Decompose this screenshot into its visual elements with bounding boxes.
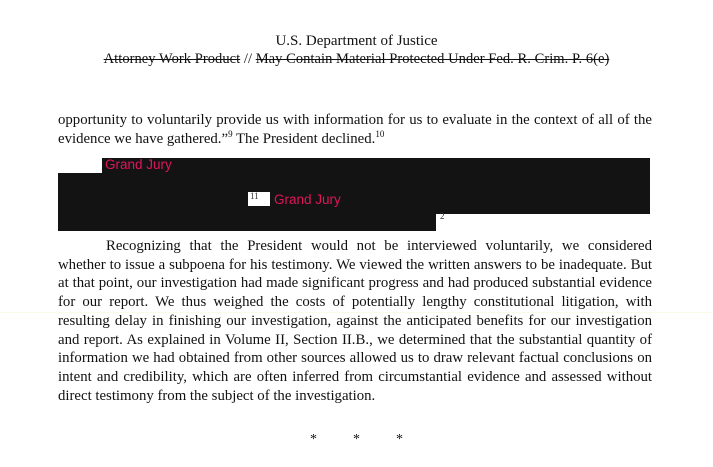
paragraph-1-text-b: The President declined. xyxy=(232,131,376,147)
footnote-ref-11: 11 xyxy=(250,191,259,201)
footnote-ref-12: 2 xyxy=(440,211,445,221)
header-marking xyxy=(0,51,713,68)
header-agency: U.S. Department of Justice xyxy=(275,33,438,49)
redaction-block-tail xyxy=(58,212,436,231)
marking-work-product: Attorney Work Product xyxy=(103,51,241,67)
scan-artifact-line xyxy=(0,312,713,313)
footnote-ref-9: 9 xyxy=(228,129,233,140)
section-break xyxy=(0,432,713,448)
marking-grand-jury: May Contain Material Protected Under Fed. R. Crim. P. 6(e) xyxy=(255,51,610,67)
section-break-star: * xyxy=(310,432,317,447)
footnote-ref-10: 10 xyxy=(375,129,385,140)
marking-separator: // xyxy=(240,51,256,67)
section-break-star: * xyxy=(353,432,360,447)
paragraph-1 xyxy=(58,111,652,149)
redaction-gap xyxy=(58,157,102,173)
redaction-label-grand-jury-2: Grand Jury xyxy=(274,192,341,207)
section-break-star: * xyxy=(396,432,403,447)
redaction-label-grand-jury: Grand Jury xyxy=(105,157,172,172)
paragraph-2: Recognizing that the President would not be interviewed voluntarily, we considered whether to issue a subpoena for his testimony. We viewed the written answers to be inadequate. But at that point, our investigation had made significant progress and had produced substantial evidence for our report. We thus weighed the costs of potentially lengthy constitutional litigation, with resulting delay in finishing our investigation, against the anticipated benefits for our investigation and report. As explained in Volume II, Section II.B., we determined that the substantial quantity of information we had obtained from other sources allowed us to draw relevant factual conclusions on intent and credibility, which are often inferred from circumstantial evidence and assessed without direct testimony from the subject of the investigation. xyxy=(58,238,652,404)
paragraph-1-text-a: opportunity to voluntarily provide us with information for us to evaluate in the context of all of the evidence we have gathered.” xyxy=(58,112,652,147)
